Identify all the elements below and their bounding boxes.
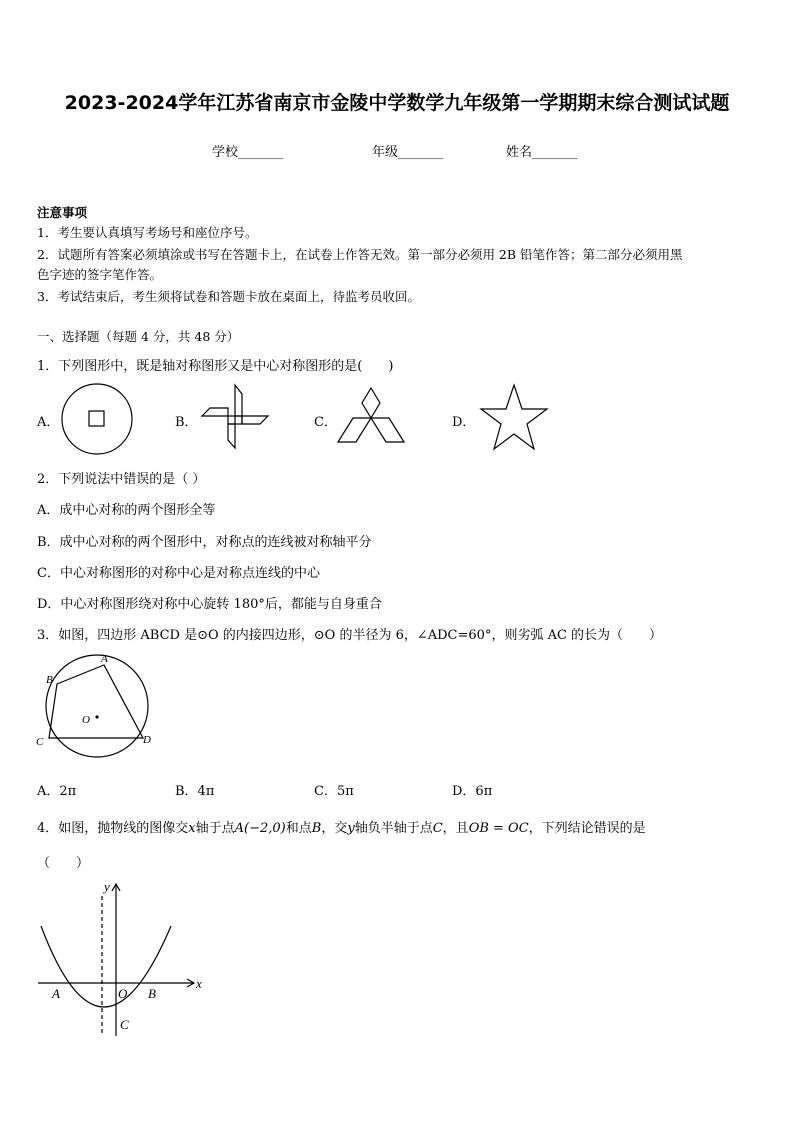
- q4-equation: OB = OC: [468, 821, 529, 836]
- q3-option-a: A．2π: [37, 784, 77, 799]
- q4-stem-4: ，交: [321, 821, 348, 836]
- grade-field: 年级_______: [372, 145, 444, 160]
- q2-option-a: A．成中心对称的两个图形全等: [37, 503, 216, 518]
- q4-point-c: C: [432, 821, 443, 836]
- section-heading: 一、选择题（每题 4 分，共 48 分）: [37, 329, 240, 344]
- notice-item-3: 3．考试结束后，考生须将试卷和答题卡放在桌面上，待监考员收回。: [37, 289, 420, 304]
- notice-item-2: 2．试题所有答案必须填涂或书写在答题卡上，在试卷上作答无效。第一部分必须用 2B 铅笔作答；第二部分必须用黑: [37, 247, 683, 262]
- q4-label-y: y: [104, 879, 110, 894]
- q4-stem-1: 4．如图，抛物线的图像交: [37, 821, 189, 836]
- q4-stem: [37, 817, 646, 836]
- q4-stem-5: 轴负半轴于点: [354, 821, 433, 836]
- q4-label-c: C: [120, 1017, 129, 1032]
- page-title: 2023-2024学年江苏省南京市金陵中学数学九年级第一学期期末综合测试试题: [64, 92, 730, 114]
- q4-figure: [36, 876, 216, 1041]
- q3-label-c: C: [36, 736, 44, 748]
- q4-label-b: B: [148, 986, 156, 1001]
- q4-var-x: x: [188, 821, 196, 836]
- q1-option-d-label: D．: [452, 415, 476, 430]
- q3-stem: 3．如图，四边形 ABCD 是⊙O 的内接四边形，⊙O 的半径为 6，∠ADC=60°，则劣弧 AC 的长为（ ）: [37, 628, 663, 643]
- q1-figure-a: [60, 382, 135, 457]
- q3-option-d: D．6π: [452, 784, 493, 799]
- center-dot: [95, 715, 98, 718]
- q4-label-x: x: [196, 976, 202, 991]
- q3-figure: [34, 650, 159, 762]
- q1-option-a-label: A．: [37, 415, 60, 430]
- notice-heading: 注意事项: [37, 205, 88, 220]
- q4-label-o: O: [118, 986, 128, 1001]
- school-field: 学校_______: [212, 145, 284, 160]
- q2-option-c: C．中心对称图形的对称中心是对称点连线的中心: [37, 566, 320, 581]
- q3-option-c: C．5π: [314, 784, 354, 799]
- q2-option-b: B．成中心对称的两个图形中，对称点的连线被对称轴平分: [37, 535, 372, 550]
- q4-stem-6: ，且: [442, 821, 469, 836]
- q1-option-c-label: C．: [314, 415, 337, 430]
- q4-var-y: y: [347, 821, 355, 836]
- name-field: 姓名_______: [506, 145, 578, 160]
- q3-label-o: O: [82, 714, 90, 726]
- q4-stem-7: ，下列结论错误的是: [528, 821, 646, 836]
- q2-option-d: D．中心对称图形绕对称中心旋转 180°后，都能与自身重合: [37, 597, 382, 612]
- q4-point-a: A(−2,0): [234, 821, 286, 836]
- circle-shape: [62, 384, 132, 454]
- q3-label-b: B: [46, 674, 53, 686]
- q4-stem-2: 轴于点: [195, 821, 235, 836]
- circumcircle: [46, 655, 148, 757]
- q3-label-a: A: [101, 653, 108, 665]
- q4-label-a: A: [52, 986, 60, 1001]
- q4-stem-3: 和点: [285, 821, 312, 836]
- q1-figure-d: [478, 382, 550, 454]
- square-shape: [89, 411, 104, 426]
- q1-stem: 1．下列图形中，既是轴对称图形又是中心对称图形的是( ): [37, 359, 394, 374]
- q1-figure-b: [198, 382, 273, 454]
- q3-label-d: D: [143, 734, 151, 746]
- q4-point-b: B: [311, 821, 322, 836]
- q1-option-b-label: B．: [175, 415, 198, 430]
- quadrilateral-abcd: [49, 665, 143, 738]
- notice-item-1: 1．考生要认真填写考场号和座位序号。: [37, 225, 258, 240]
- notice-item-2-cont: 色字迹的签字笔作答。: [37, 267, 163, 282]
- q4-paren: （ ）: [37, 856, 90, 871]
- q3-option-b: B．4π: [175, 784, 215, 799]
- q2-stem: 2．下列说法中错误的是（ ）: [37, 472, 206, 487]
- q1-figure-c: [336, 386, 406, 444]
